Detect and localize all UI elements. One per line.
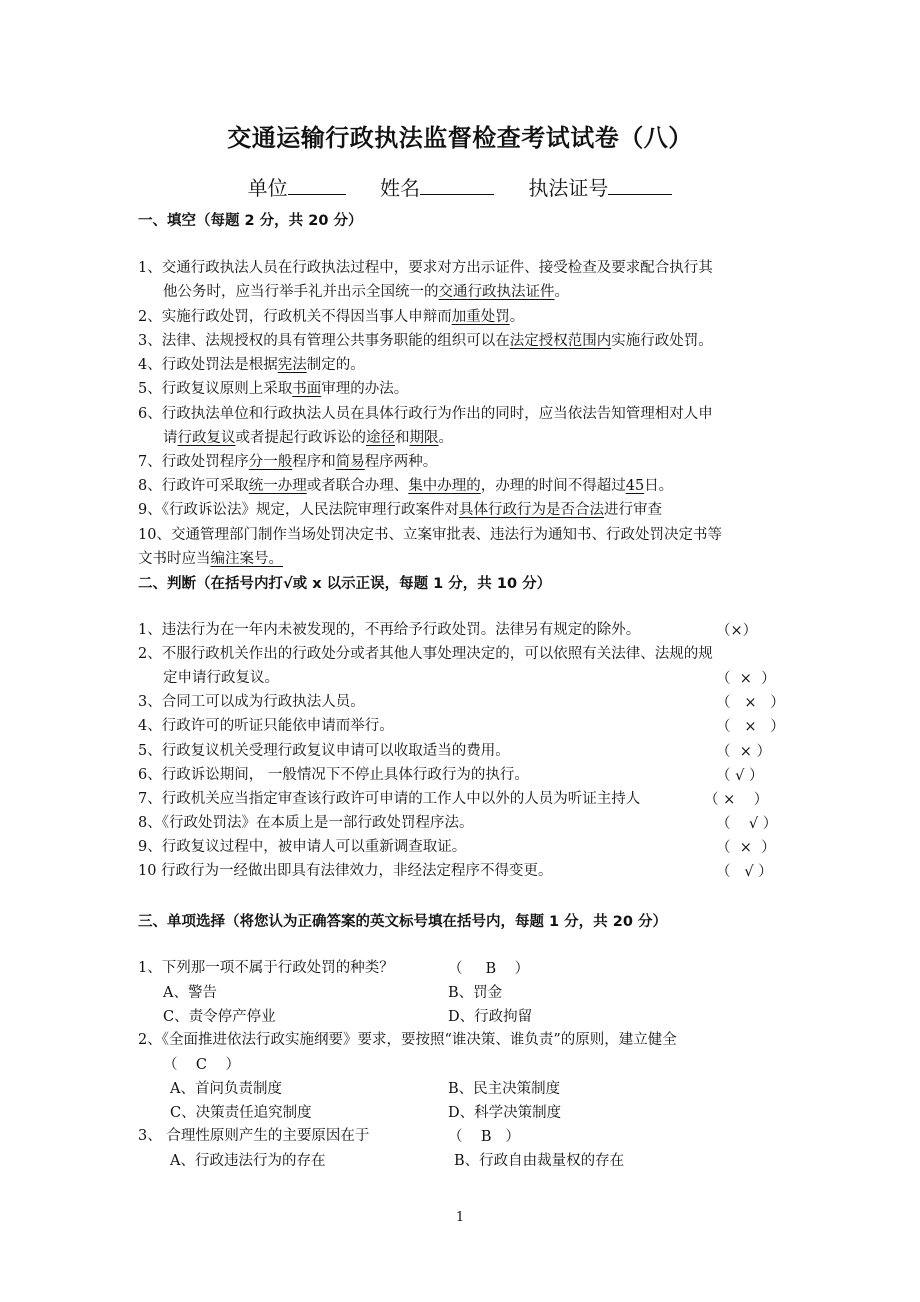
unit-label: 单位: [247, 176, 288, 200]
fill-q5: [138, 378, 783, 400]
cert-field[interactable]: [528, 172, 672, 201]
choice-q2-option-d: D、科学决策制度: [448, 1105, 562, 1121]
choice-q1-option-a: A、警告: [163, 985, 217, 1001]
section-choice-heading: 三、单项选择（将您认为正确答案的英文标号填在括号内，每题 1 分，共 20 分）: [138, 914, 667, 930]
judge-q2-line1: 2、不服行政机关作出的行政处分或者其他人事处理决定的，可以依照有关法律、法规的规: [138, 646, 713, 662]
judge-q4: 4、行政许可的听证只能依申请而举行。: [138, 718, 394, 734]
choice-a1: （ B ）: [448, 961, 530, 977]
judge-a1: （×）: [716, 623, 758, 639]
section-fill-blank-heading: 一、填空（每题 2 分，共 20 分）: [138, 213, 363, 229]
text: 和: [395, 430, 410, 446]
judge-a5: （ × ）: [716, 744, 771, 760]
choice-q2-option-a: A、首问负责制度: [170, 1081, 282, 1097]
answer: 集中办理的: [408, 478, 481, 494]
fill-q10-line1: 10、交通管理部门制作当场处罚决定书、立案审批表、违法行为通知书、行政处罚决定书等: [138, 527, 722, 543]
answer: 期限: [409, 430, 439, 446]
answer: 书面: [292, 381, 322, 397]
text: 审理的办法。: [321, 381, 409, 397]
name-label: 姓名: [380, 176, 420, 200]
choice-q2-option-b: B、民主决策制度: [448, 1081, 561, 1097]
name-blank[interactable]: [420, 174, 494, 195]
choice-q1: 1、下列那一项不属于行政处罚的种类？: [138, 960, 394, 976]
text: ，办理的时间不得超过: [480, 478, 626, 494]
answer: 统一办理: [248, 478, 307, 494]
fill-q6-line1: 6、行政执法单位和行政执法人员在具体行政行为作出的同时，应当依法告知管理相对人申: [138, 406, 713, 422]
text: 制定的。: [306, 357, 365, 373]
choice-a3: （ B ）: [448, 1129, 520, 1145]
fill-q10-line2: [138, 548, 783, 570]
fill-q2: [138, 306, 783, 328]
judge-q3: 3、合同工可以成为行政执法人员。: [138, 694, 365, 710]
judge-q1: 1、违法行为在一年内未被发现的，不再给予行政处罚。法律另有规定的除外。: [138, 622, 641, 638]
fill-q8: [138, 475, 783, 497]
text: 请: [163, 430, 178, 446]
fill-q6-line2: [163, 427, 808, 449]
text: 。: [438, 430, 453, 446]
text: 文书时应当: [138, 551, 211, 567]
text: 程序两种。: [364, 454, 438, 470]
judge-a10: （ √ ）: [716, 864, 773, 880]
fill-q1-line2: [163, 281, 808, 303]
text: 4、行政处罚法是根据: [138, 357, 278, 373]
choice-q3-option-b: B、行政自由裁量权的存在: [454, 1153, 625, 1169]
judge-a9: （ × ）: [716, 840, 776, 856]
choice-q2-option-c: C、决策责任追究制度: [170, 1105, 312, 1121]
answer: 45: [625, 478, 645, 494]
text: 5、行政复议原则上采取: [138, 381, 293, 397]
text: 实施行政处罚。: [611, 333, 713, 349]
cert-blank[interactable]: [608, 174, 672, 195]
name-field[interactable]: [380, 172, 494, 201]
judge-q9: 9、行政复议过程中，被申请人可以重新调查取证。: [138, 839, 467, 855]
text: 2、实施行政处罚，行政机关不得因当事人申辩而: [138, 309, 452, 325]
fill-q3: [138, 330, 783, 352]
answer: 行政复议: [177, 430, 236, 446]
section-judge-heading: 二、判断（在括号内打√或 x 以示正误，每题 1 分，共 10 分）: [138, 576, 552, 592]
text: 7、行政处罚程序: [138, 454, 249, 470]
answer: 加重处罚: [451, 309, 510, 325]
text: 3、法律、法规授权的具有管理公共事务职能的组织可以在: [138, 333, 510, 349]
judge-q6: 6、行政诉讼期间， 一般情况下不停止具体行政行为的执行。: [138, 767, 529, 783]
judge-a6: （ √ ）: [716, 768, 764, 784]
page-number: 1: [455, 1210, 465, 1225]
choice-q3-option-a: A、行政违法行为的存在: [170, 1153, 326, 1169]
text: 。: [554, 284, 569, 300]
answer: 交通行政执法证件: [438, 284, 555, 300]
judge-q5: 5、行政复议机关受理行政复议申请可以收取适当的费用。: [138, 743, 510, 759]
answer: 简易: [335, 454, 365, 470]
judge-q10: 10 行政行为一经做出即具有法律效力，非经法定程序不得变更。: [138, 863, 553, 879]
judge-a4: （ × ）: [716, 719, 785, 735]
header-fields: [0, 172, 920, 201]
choice-q3: 3、 合理性原则产生的主要原因在于: [138, 1128, 370, 1144]
fill-q4: [138, 354, 783, 376]
answer: 宪法: [277, 357, 307, 373]
choice-q1-option-d: D、行政拘留: [448, 1009, 533, 1025]
text: 9、《行政诉讼法》规定，人民法院审理行政案件对: [138, 502, 459, 518]
judge-a3: （ × ）: [716, 695, 785, 711]
judge-a8: （ √ ）: [716, 816, 778, 832]
choice-q1-option-c: C、责令停产停业: [163, 1009, 276, 1025]
fill-q9: [138, 499, 783, 521]
judge-a2: （ × ）: [716, 671, 776, 687]
text: 。: [509, 309, 525, 325]
unit-field[interactable]: [248, 172, 346, 201]
fill-q7: [138, 451, 783, 473]
judge-q7: 7、行政机关应当指定审查该行政许可申请的工作人中以外的人员为听证主持人: [138, 791, 641, 807]
text: 程序和: [292, 454, 336, 470]
fill-q1-line1: 1、交通行政执法人员在行政执法过程中，要求对方出示证件、接受检查及要求配合执行其: [138, 260, 713, 276]
text: 他公务时，应当行举手礼并出示全国统一的: [163, 284, 439, 300]
judge-a7: （ × ）: [704, 792, 769, 808]
answer: 途径: [366, 430, 395, 446]
text: 或者联合办理、: [306, 478, 409, 494]
exam-title: 交通运输行政执法监督检查考试试卷（八）: [227, 124, 693, 152]
answer: 具体行政行为是否合法: [458, 502, 604, 518]
choice-q1-option-b: B、罚金: [448, 985, 503, 1001]
text: 进行审查: [603, 502, 662, 518]
answer: 分一般: [248, 454, 293, 470]
choice-a2: （ C ）: [163, 1057, 240, 1073]
cert-label: 执法证号: [528, 176, 609, 200]
text: 日。: [644, 478, 674, 494]
judge-q8: 8、《行政处罚法》在本质上是一部行政处罚程序法。: [138, 815, 474, 831]
judge-q2-line2: 定申请行政复议。: [163, 670, 279, 686]
text: 或者提起行政诉讼的: [235, 430, 366, 446]
answer: 法定授权范围内: [509, 333, 612, 349]
text: 8、行政许可采取: [138, 478, 249, 494]
choice-q2: 2、《全面推进依法行政实施纲要》要求，要按照“谁决策、谁负责”的原则，建立健全: [138, 1032, 677, 1048]
unit-blank[interactable]: [288, 174, 346, 195]
answer: 编注案号。: [210, 551, 283, 567]
